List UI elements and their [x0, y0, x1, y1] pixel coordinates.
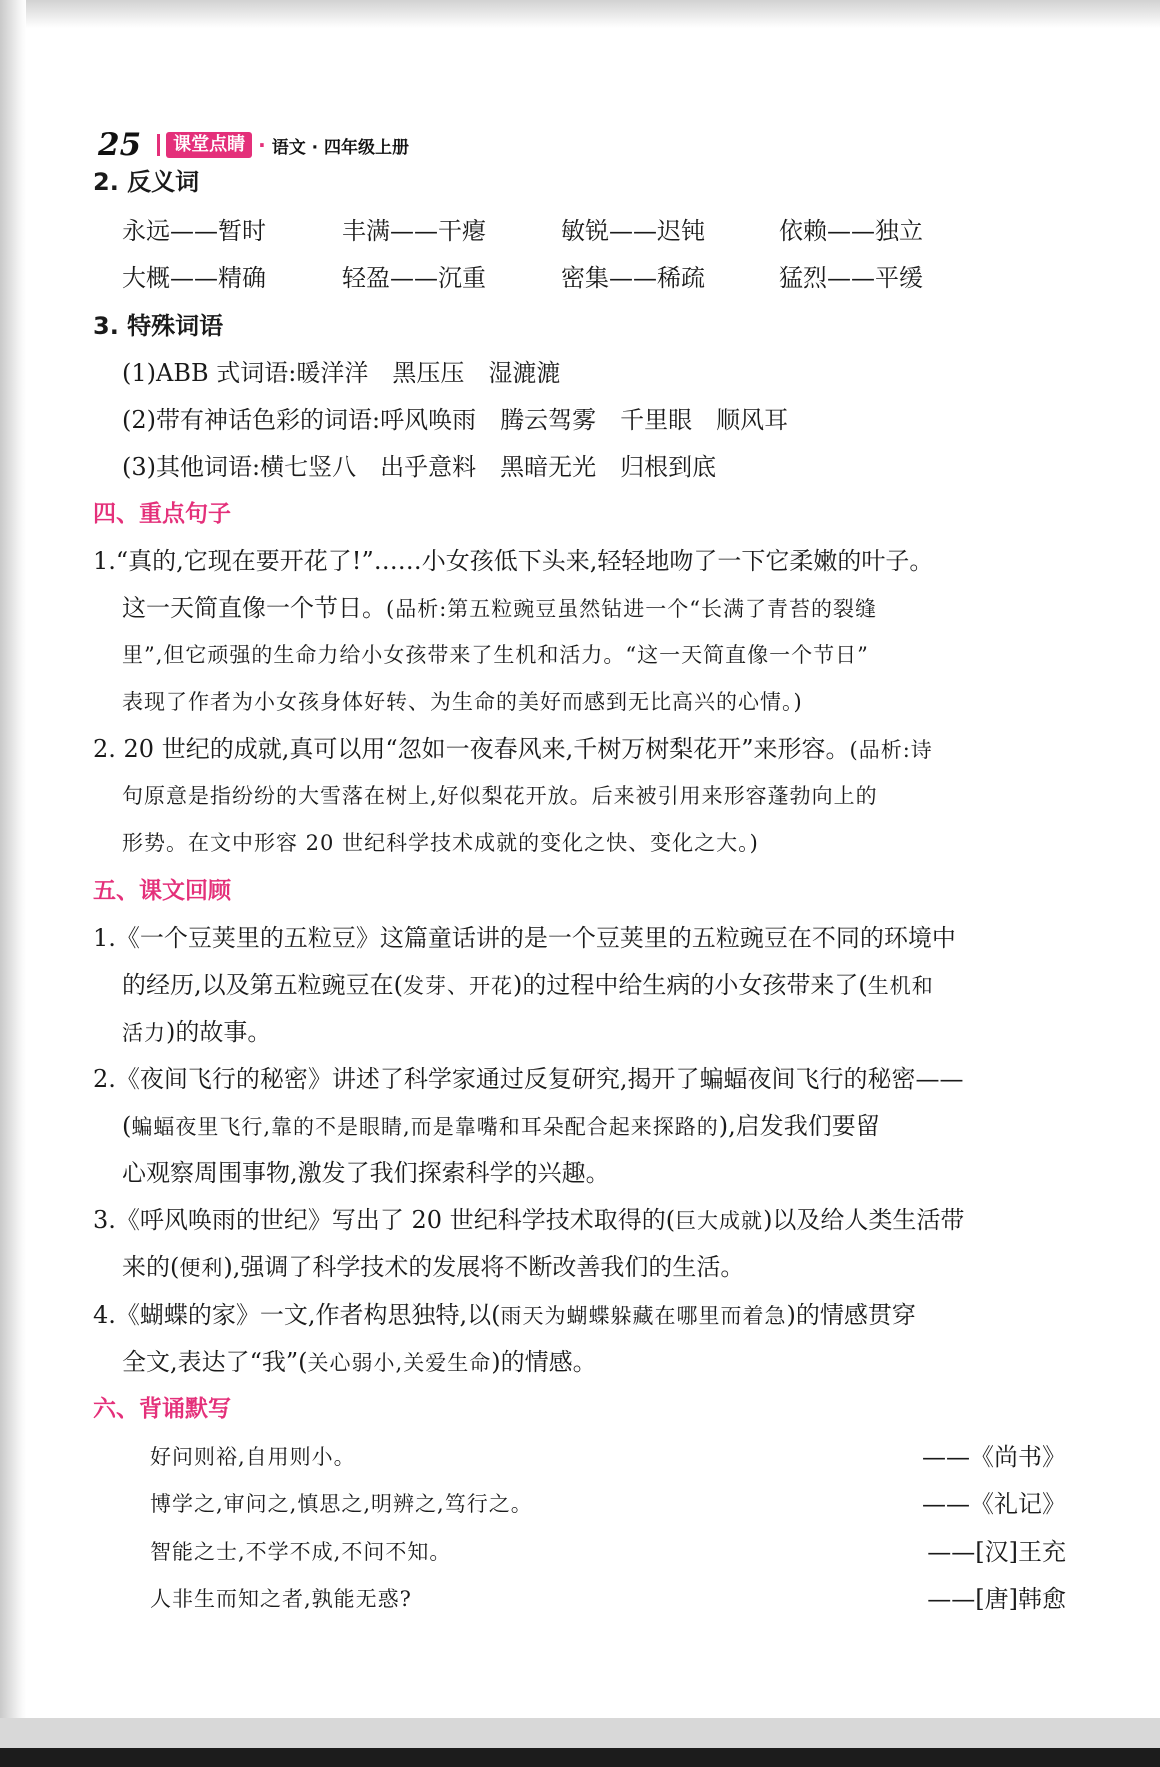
review-text: ( — [122, 1112, 132, 1140]
special-words-item: (3)其他词语:横七竖八 出乎意料 黑暗无光 归根到底 — [122, 453, 717, 481]
review-answer: 关心弱小,关爱生命 — [307, 1351, 492, 1375]
page-header — [98, 120, 409, 170]
review-text: 的经历,以及第五粒豌豆在( — [122, 971, 403, 999]
review-text: ),强调了科学技术的发展将不断改善我们的生活。 — [223, 1253, 745, 1281]
antonym-pair: 猛烈——平缓 — [779, 264, 923, 292]
review-line — [122, 1017, 271, 1048]
review-text: ),启发我们要留 — [718, 1112, 880, 1140]
review-answer: 便利 — [179, 1256, 224, 1280]
analysis-note: (品析:诗 — [849, 738, 933, 762]
antonym-pair: 大概——精确 — [122, 264, 266, 292]
review-answer: 雨天为蝴蝶躲藏在哪里而着急 — [500, 1304, 787, 1328]
section-heading-recitation: 六、背诵默写 — [93, 1396, 231, 1422]
antonym-pair: 轻盈——沉重 — [342, 264, 486, 292]
quote-text: 智能之士,不学不成,不问不知。 — [150, 1540, 452, 1564]
antonyms-heading: 2. 反义词 — [93, 168, 200, 196]
bottom-bar — [0, 1748, 1160, 1767]
antonym-pair: 永远——暂时 — [122, 217, 266, 245]
review-line — [93, 1205, 964, 1236]
review-text: 来的( — [122, 1253, 180, 1281]
antonym-pair: 密集——稀疏 — [561, 264, 705, 292]
header-separator — [157, 134, 160, 156]
analysis-note: (品析:第五粒豌豆虽然钻进一个“长满了青苔的裂缝 — [386, 597, 878, 621]
review-answer: 巨大成就 — [675, 1209, 764, 1233]
quote-text: 好问则裕,自用则小。 — [150, 1445, 356, 1469]
review-text: )的故事。 — [166, 1018, 272, 1046]
sentence-line — [122, 593, 877, 624]
review-text: )的情感贯穿 — [786, 1301, 916, 1329]
top-shadow — [0, 0, 1160, 28]
antonym-pair: 依赖——独立 — [779, 217, 923, 245]
bottom-margin — [0, 1718, 1160, 1748]
sentence-text: 这一天简直像一个节日。 — [122, 594, 386, 622]
review-answer: 生机和 — [867, 974, 934, 998]
analysis-line: 句原意是指纷纷的大雪落在树上,好似梨花开放。后来被引用来形容蓬勃向上的 — [122, 784, 878, 808]
review-line — [122, 970, 934, 1001]
quote-text: 博学之,审问之,慎思之,明辨之,笃行之。 — [150, 1492, 533, 1516]
sentence-text: 2. 20 世纪的成就,真可以用“忽如一夜春风来,千树万树梨花开”来形容。 — [93, 735, 850, 763]
quote-text: 人非生而知之者,孰能无惑? — [150, 1587, 412, 1611]
review-line — [122, 1252, 744, 1283]
special-words-item: (1)ABB 式词语:暖洋洋 黑压压 湿漉漉 — [122, 359, 561, 387]
page-edge-shadow — [0, 0, 26, 1767]
sentence-line — [93, 734, 933, 765]
review-text: )以及给人类生活带 — [763, 1206, 965, 1234]
header-dot: · — [258, 133, 266, 157]
page-number: 25 — [98, 127, 142, 163]
sentence-line: 1.“真的,它现在要开花了!”……小女孩低下头来,轻轻地吻了一下它柔嫩的叶子。 — [93, 547, 934, 575]
quote-source: ——《礼记》 — [922, 1490, 1066, 1518]
review-line — [122, 1347, 597, 1378]
special-words-heading: 3. 特殊词语 — [93, 312, 224, 340]
section-heading-text-review: 五、课文回顾 — [93, 878, 231, 904]
review-line: 1.《一个豆荚里的五粒豆》这篇童话讲的是一个豆荚里的五粒豌豆在不同的环境中 — [93, 924, 956, 952]
review-answer: 发芽、开花 — [403, 974, 513, 998]
review-line — [122, 1111, 880, 1142]
review-line — [93, 1300, 916, 1331]
review-text: 4.《蝴蝶的家》一文,作者构思独特,以( — [93, 1301, 501, 1329]
analysis-line: 形势。在文中形容 20 世纪科学技术成就的变化之快、变化之大。) — [122, 831, 759, 855]
review-text: 3.《呼风唤雨的世纪》写出了 20 世纪科学技术取得的( — [93, 1206, 676, 1234]
analysis-line: 里”,但它顽强的生命力给小女孩带来了生机和活力。“这一天简直像一个节日” — [122, 643, 869, 667]
quote-source: ——[唐]韩愈 — [927, 1585, 1066, 1613]
review-answer: 蝙蝠夜里飞行,靠的不是眼睛,而是靠嘴和耳朵配合起来探路的 — [131, 1115, 719, 1139]
review-answer: 活力 — [122, 1021, 166, 1045]
review-line: 心观察周围事物,激发了我们探索科学的兴趣。 — [122, 1159, 610, 1187]
analysis-line: 表现了作者为小女孩身体好转、为生命的美好而感到无比高兴的心情。) — [122, 690, 803, 714]
special-words-item: (2)带有神话色彩的词语:呼风唤雨 腾云驾雾 千里眼 顺风耳 — [122, 406, 789, 434]
antonym-pair: 敏锐——迟钝 — [561, 217, 705, 245]
review-text: 全文,表达了“我”( — [122, 1348, 308, 1376]
quote-source: ——《尚书》 — [922, 1443, 1066, 1471]
review-text: )的情感。 — [491, 1348, 597, 1376]
series-badge: 课堂点睛 — [166, 132, 252, 158]
section-heading-key-sentences: 四、重点句子 — [93, 501, 231, 527]
review-text: )的过程中给生病的小女孩带来了( — [513, 971, 868, 999]
subject-title: 语文 · 四年级上册 — [271, 137, 410, 158]
quote-source: ——[汉]王充 — [927, 1538, 1066, 1566]
antonym-pair: 丰满——干瘪 — [342, 217, 486, 245]
review-line: 2.《夜间飞行的秘密》讲述了科学家通过反复研究,揭开了蝙蝠夜间飞行的秘密—— — [93, 1065, 964, 1093]
